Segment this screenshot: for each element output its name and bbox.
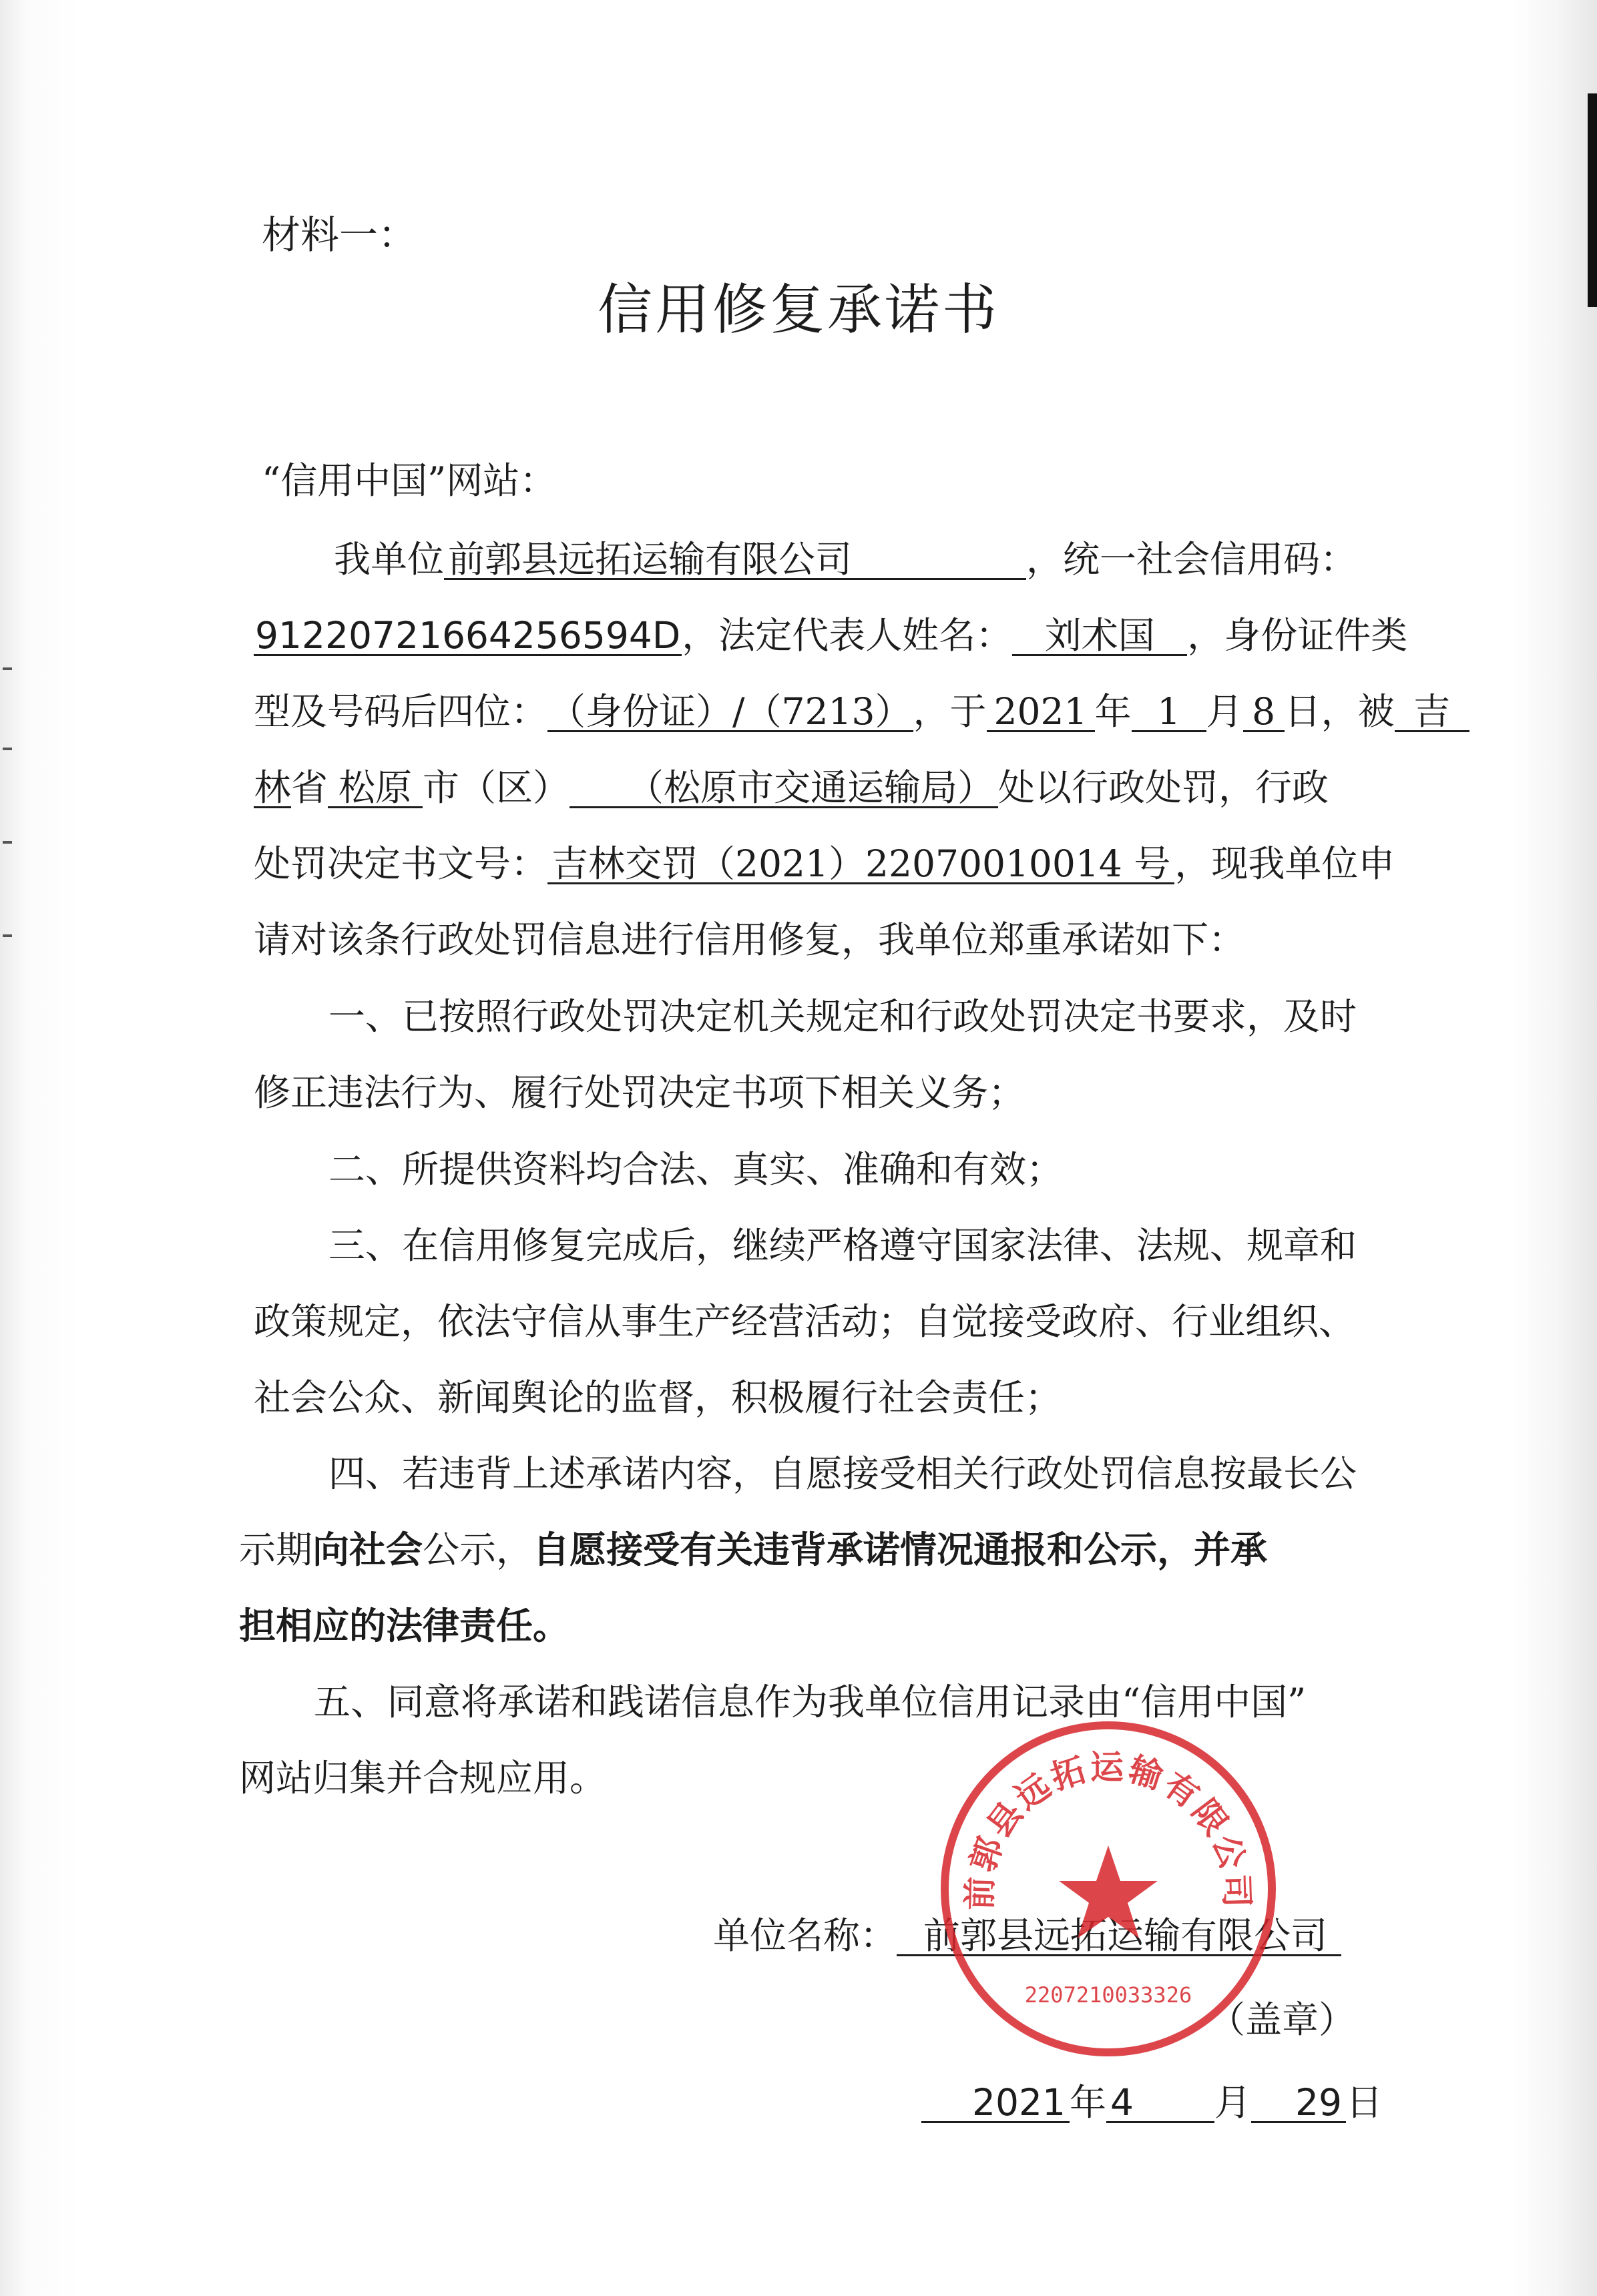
sign-day-field: 29 (1251, 2084, 1346, 2123)
text: 处罚决定书文号： (254, 842, 548, 885)
body-line-1 (334, 539, 1357, 580)
promise-1-line-1: 一、已按照行政处罚决定机关规定和行政处罚决定书要求，及时 (328, 995, 1357, 1038)
body-line-4 (254, 768, 1329, 808)
text: 省 (291, 766, 328, 809)
seal-note: （盖章） (1208, 1998, 1356, 2041)
text: ，统一社会信用码： (1026, 538, 1357, 581)
body-line-2 (254, 615, 1407, 656)
text: 公示， (423, 1528, 533, 1571)
text: 型及号码后四位： (254, 690, 548, 733)
city-field: 松原 (328, 769, 423, 808)
month-field: 1 (1132, 693, 1206, 732)
promise-3-line-1: 三、在信用修复完成后，继续严格遵守国家法律、法规、规章和 (328, 1224, 1357, 1267)
unit-name-field: 前郭县远拓运输有限公司 (897, 1917, 1341, 1956)
material-label: 材料一： (262, 212, 417, 258)
text: 月 (1214, 2081, 1252, 2124)
unit-label: 单位名称： (713, 1914, 897, 1957)
id-type-field: （身份证）/（7213） (549, 690, 912, 733)
text: 年 (1094, 690, 1132, 733)
legal-rep-field: 刘术国 (1012, 617, 1187, 656)
promise-5-line-2: 网站归集并合规应用。 (239, 1757, 607, 1799)
text: ，于 (913, 690, 987, 733)
year-field: 2021 (987, 693, 1095, 732)
text: ，现我单位申 (1174, 842, 1395, 885)
promise-4-line-3: 担相应的法律责任。 (239, 1605, 570, 1647)
binding-marks (0, 667, 20, 1068)
body-line-5 (254, 844, 1395, 884)
text: 处以行政处罚，行政 (998, 766, 1329, 809)
text: 年 (1070, 2081, 1107, 2124)
province-field-cont: 林 (254, 766, 291, 809)
promise-2: 二、所提供资料均合法、真实、准确和有效； (328, 1148, 1064, 1191)
text: 日，被 (1284, 690, 1395, 733)
credit-code-field: 91220721664256594D (255, 614, 681, 657)
decision-no-field: 吉林交罚（2021）22070010014 号 (547, 845, 1174, 884)
promise-5-line-1: 五、同意将承诺和践诺信息作为我单位信用记录由“信用中国” (314, 1681, 1307, 1723)
page-title: 信用修复承诺书 (597, 278, 999, 342)
promise-3-line-3: 社会公众、新闻舆论的监督，积极履行社会责任； (254, 1376, 1062, 1419)
text: 日 (1346, 2081, 1383, 2124)
promise-1-line-2: 修正违法行为、履行处罚决定书项下相关义务； (254, 1071, 1025, 1114)
scan-edge-shadow (1588, 93, 1597, 307)
text: 月 (1206, 690, 1243, 733)
company-name-field: 前郭县远拓运输有限公司 (444, 541, 1026, 580)
authority-field: （松原市交通运输局） (569, 769, 998, 808)
province-field: 吉 (1395, 693, 1469, 732)
text: 示期 (239, 1528, 313, 1571)
seal-code: 2207210033326 (1024, 1982, 1192, 2008)
signature-date-line (921, 2082, 1383, 2123)
seal-ring-text: 前郭县远拓运输有限公司 (960, 1747, 1257, 1911)
text: 市（区） (423, 766, 570, 809)
day-field: 8 (1243, 693, 1285, 732)
promise-3-line-2: 政策规定，依法守信从事生产经营活动；自觉接受政府、行业组织、 (254, 1300, 1356, 1343)
sign-month-field: 4 (1106, 2084, 1214, 2123)
company-seal (935, 1715, 1282, 2062)
promise-4-line-2 (239, 1530, 1267, 1570)
text: ，身份证件类 (1187, 614, 1408, 657)
text: 我单位 (334, 538, 445, 581)
text: ，法定代表人姓名： (682, 614, 1013, 657)
sign-year-field: 2021 (921, 2084, 1070, 2123)
salutation: “信用中国”网站： (262, 459, 557, 502)
seal-star (1059, 1845, 1158, 1938)
promise-4-line-1: 四、若违背上述承诺内容，自愿接受相关行政处罚信息按最长公 (328, 1452, 1357, 1495)
text-bold: 自愿接受有关违背承诺情况通报和公示，并承 (533, 1528, 1268, 1571)
body-line-3 (254, 691, 1469, 732)
text-bold: 向社会 (312, 1528, 423, 1571)
body-line-6: 请对该条行政处罚信息进行信用修复，我单位郑重承诺如下： (254, 918, 1246, 961)
